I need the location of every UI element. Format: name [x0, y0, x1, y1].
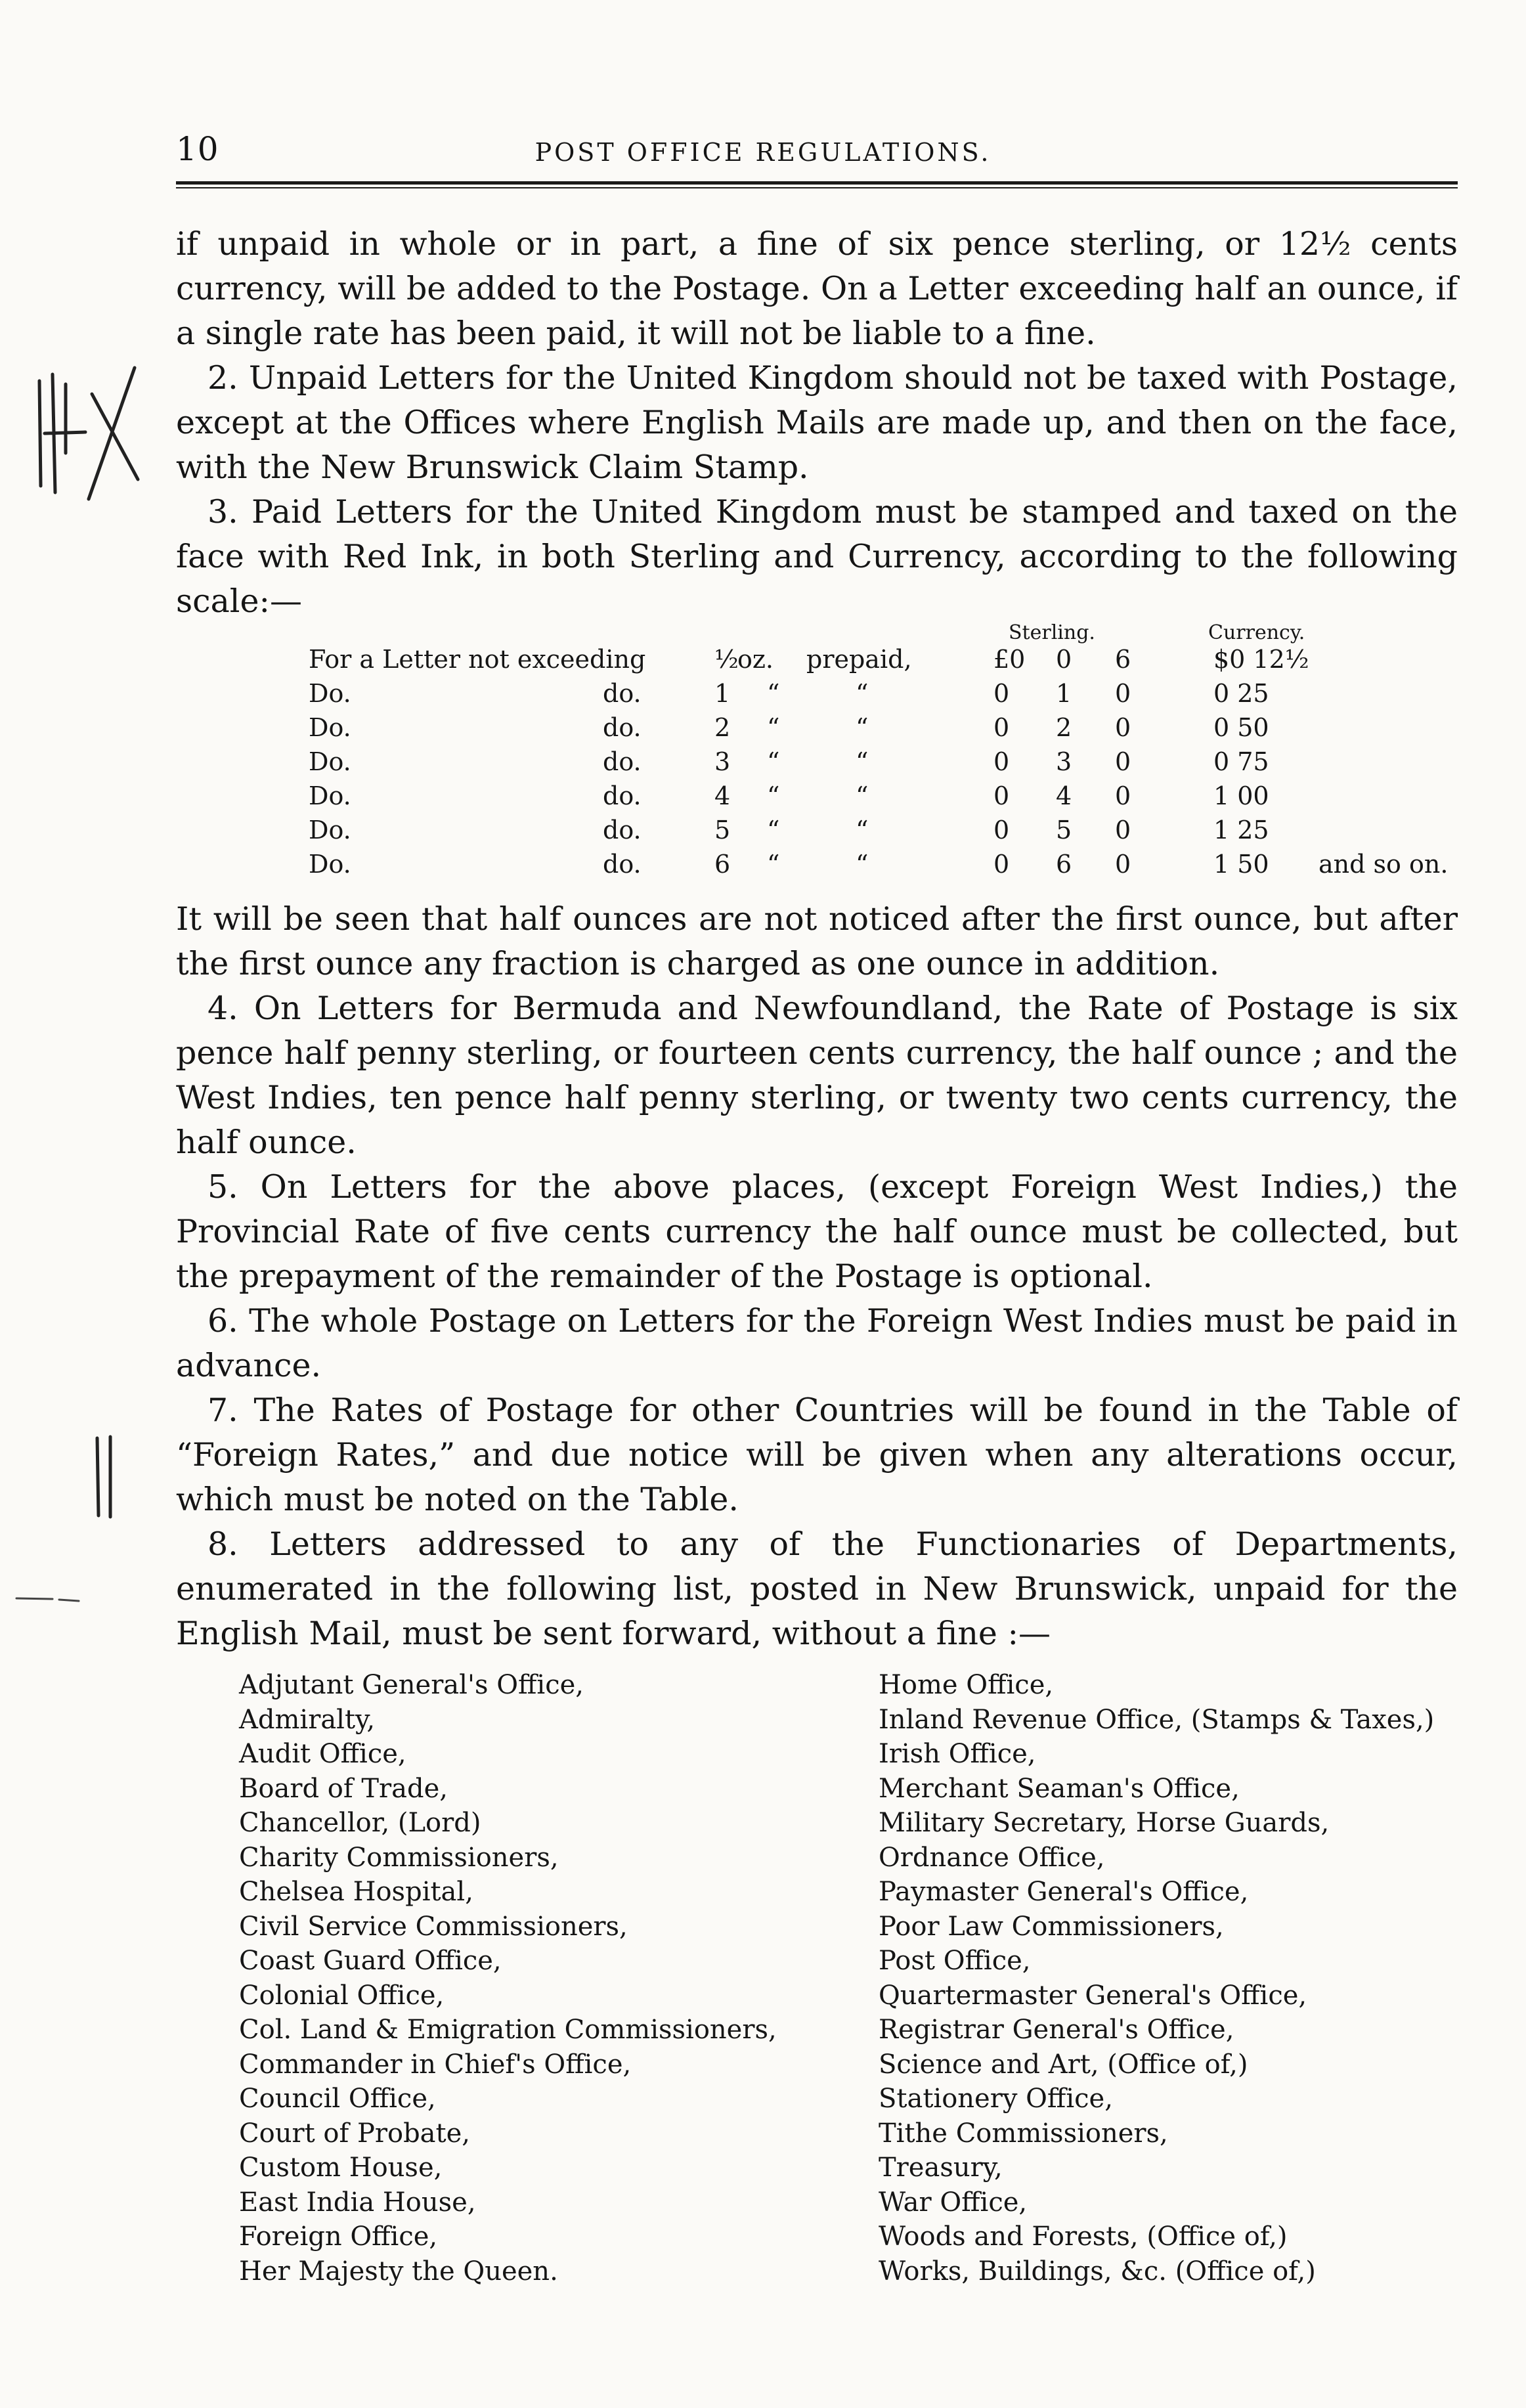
- rate-quantity: ½: [714, 645, 739, 674]
- rate-shillings: 2: [1056, 713, 1072, 742]
- rate-ditto-mark-2: “: [856, 850, 869, 879]
- rate-row: [176, 645, 1458, 678]
- rate-pounds: 0: [993, 850, 1010, 879]
- rate-pence: 0: [1115, 679, 1131, 708]
- rate-ditto-mark-1: “: [767, 850, 780, 879]
- rate-ditto-mark-2: “: [856, 679, 869, 708]
- list-item: Home Office,: [879, 1670, 1054, 1700]
- list-item: Coast Guard Office,: [239, 1946, 502, 1976]
- sterling-header: Sterling.: [1009, 621, 1095, 644]
- rate-ditto-mark-1: “: [767, 781, 780, 810]
- list-item: Irish Office,: [879, 1739, 1036, 1769]
- rate-ditto-mark-2: “: [856, 713, 869, 742]
- list-item: Treasury,: [879, 2153, 1003, 2183]
- list-item: Poor Law Commissioners,: [879, 1911, 1224, 1942]
- rate-row: [176, 850, 1458, 883]
- rate-row: [176, 679, 1458, 712]
- list-item: War Office,: [879, 2187, 1028, 2218]
- list-item: Quartermaster General's Office,: [879, 1980, 1307, 2011]
- rate-shillings: 4: [1056, 781, 1072, 810]
- margin-double-bar: [85, 1432, 125, 1523]
- list-item: Audit Office,: [239, 1739, 406, 1769]
- rate-currency: 1 50: [1213, 850, 1269, 879]
- paragraph-7: 7. The Rates of Postage for other Countries will be found in the Table of “Foreign Rates,” and due notice will be given when any alterations occur, which must be noted on the Table.: [176, 1391, 1458, 1518]
- margin-tally-mark: [26, 355, 158, 512]
- rate-label: Do.: [309, 713, 351, 742]
- rate-pence: 6: [1115, 645, 1131, 674]
- list-item: Military Secretary, Horse Guards,: [879, 1808, 1330, 1838]
- list-item: Adjutant General's Office,: [239, 1670, 584, 1700]
- paragraph-continuation: if unpaid in whole or in part, a fine of six pence sterling, or 12½ cents currency, will be added to the Postage. On a Letter exceeding half an ounce, if a single rate has been paid, it will not be liable to a fine.: [176, 225, 1458, 352]
- list-item: Inland Revenue Office, (Stamps & Taxes,): [879, 1704, 1435, 1735]
- rate-row: [176, 816, 1458, 848]
- list-item: Works, Buildings, &c. (Office of,): [879, 2256, 1316, 2287]
- rate-pounds: £0: [993, 645, 1026, 674]
- rate-pounds: 0: [993, 781, 1010, 810]
- paragraph-5: 5. On Letters for the above places, (except Foreign West Indies,) the Provincial Rate of five cents currency the half ounce must be collected, but the prepayment of the remainder of the Postage is optional.: [176, 1168, 1458, 1295]
- rate-row: [176, 747, 1458, 780]
- rate-ditto: do.: [603, 713, 642, 742]
- list-item: Ordnance Office,: [879, 1842, 1105, 1873]
- rate-ditto: do.: [603, 747, 642, 776]
- rate-ditto-mark-1: prepaid,: [806, 645, 912, 674]
- list-item: Court of Probate,: [239, 2118, 470, 2149]
- currency-header: Currency.: [1208, 621, 1305, 644]
- rate-ditto-mark-2: “: [856, 816, 869, 844]
- header-rule-thin: [176, 187, 1458, 188]
- list-item: Foreign Office,: [239, 2222, 438, 2252]
- list-item: Col. Land & Emigration Commissioners,: [239, 2015, 777, 2045]
- rate-label: For a Letter not exceeding: [309, 645, 646, 674]
- rate-note: and so on.: [1319, 850, 1449, 879]
- rate-ditto-mark-2: “: [856, 781, 869, 810]
- list-item: Stationery Office,: [879, 2084, 1113, 2114]
- list-item: Colonial Office,: [239, 1980, 445, 2011]
- list-item: Her Majesty the Queen.: [239, 2256, 558, 2287]
- rate-row: [176, 781, 1458, 814]
- list-item: Science and Art, (Office of,): [879, 2049, 1248, 2080]
- rate-label: Do.: [309, 679, 351, 708]
- margin-dash: [13, 1589, 105, 1609]
- list-item: Woods and Forests, (Office of,): [879, 2222, 1288, 2252]
- header-rule-thick: [176, 181, 1458, 185]
- rate-currency: 0 25: [1213, 679, 1269, 708]
- rate-ditto-mark-1: “: [767, 816, 780, 844]
- rate-label: Do.: [309, 850, 351, 879]
- list-item: Board of Trade,: [239, 1773, 448, 1804]
- paragraph-3: 3. Paid Letters for the United Kingdom must be stamped and taxed on the face with Red Ink, in both Sterling and Currency, according to the following scale:—: [176, 493, 1458, 620]
- list-item: Paymaster General's Office,: [879, 1877, 1249, 1907]
- rate-quantity: 3: [714, 747, 731, 776]
- rate-quantity: 2: [714, 713, 731, 742]
- rate-row: [176, 713, 1458, 746]
- list-item: Charity Commissioners,: [239, 1842, 559, 1873]
- page-number: 10: [176, 130, 219, 168]
- list-item: Chancellor, (Lord): [239, 1808, 481, 1838]
- rate-ditto: do.: [603, 781, 642, 810]
- functionaries-list-right: [879, 1668, 1434, 2288]
- rate-ditto: do.: [603, 679, 642, 708]
- rate-quantity: 1: [714, 679, 731, 708]
- rate-pence: 0: [1115, 713, 1131, 742]
- body-text-top: [176, 222, 1458, 624]
- list-item: East India House,: [239, 2187, 476, 2218]
- list-item: Registrar General's Office,: [879, 2015, 1234, 2045]
- rate-shillings: 1: [1056, 679, 1072, 708]
- rate-currency: $0 12½: [1213, 645, 1309, 674]
- rate-ditto: do.: [603, 850, 642, 879]
- list-item: Tithe Commissioners,: [879, 2118, 1168, 2149]
- rate-label: Do.: [309, 747, 351, 776]
- list-item: Post Office,: [879, 1946, 1031, 1976]
- rate-ditto: do.: [603, 816, 642, 844]
- rate-pence: 0: [1115, 816, 1131, 844]
- rate-currency: 1 25: [1213, 816, 1269, 844]
- rate-ditto-mark-1: “: [767, 713, 780, 742]
- list-item: Merchant Seaman's Office,: [879, 1773, 1240, 1804]
- list-item: Chelsea Hospital,: [239, 1877, 473, 1907]
- rate-label: Do.: [309, 781, 351, 810]
- rate-shillings: 5: [1056, 816, 1072, 844]
- rate-pence: 0: [1115, 850, 1131, 879]
- paragraph-2: 2. Unpaid Letters for the United Kingdom should not be taxed with Postage, except at the Offices where English Mails are made up, and then on the face, with the New Brunswick Claim Stamp.: [176, 359, 1458, 486]
- rate-ditto-mark-1: “: [767, 679, 780, 708]
- rate-shillings: 6: [1056, 850, 1072, 879]
- rate-quantity: 4: [714, 781, 731, 810]
- rate-pounds: 0: [993, 747, 1010, 776]
- paragraph-4: 4. On Letters for Bermuda and Newfoundland, the Rate of Postage is six pence half penny sterling, or fourteen cents currency, the half ounce ; and the West Indies, ten pence half penny sterling, or twenty two cents currency, the half ounce.: [176, 990, 1458, 1161]
- rate-pence: 0: [1115, 781, 1131, 810]
- list-item: Commander in Chief's Office,: [239, 2049, 632, 2080]
- list-item: Custom House,: [239, 2153, 443, 2183]
- rate-shillings: 0: [1056, 645, 1072, 674]
- body-text-bottom: [176, 897, 1458, 1656]
- rate-currency: 0 75: [1213, 747, 1269, 776]
- rate-shillings: 3: [1056, 747, 1072, 776]
- functionaries-list-left: [239, 1668, 777, 2288]
- rate-currency: 1 00: [1213, 781, 1269, 810]
- rate-ditto-mark-2: “: [856, 747, 869, 776]
- rate-label: Do.: [309, 816, 351, 844]
- rate-pence: 0: [1115, 747, 1131, 776]
- rate-ditto-mark-1: “: [767, 747, 780, 776]
- rate-pounds: 0: [993, 679, 1010, 708]
- rate-pounds: 0: [993, 816, 1010, 844]
- paragraph-half-ounces: It will be seen that half ounces are not noticed after the first ounce, but after the first ounce any fraction is charged as one ounce in addition.: [176, 900, 1458, 982]
- rate-pounds: 0: [993, 713, 1010, 742]
- paragraph-6: 6. The whole Postage on Letters for the Foreign West Indies must be paid in advance.: [176, 1302, 1458, 1384]
- running-head: POST OFFICE REGULATIONS.: [534, 138, 992, 167]
- list-item: Admiralty,: [239, 1704, 376, 1735]
- list-item: Council Office,: [239, 2084, 436, 2114]
- list-item: Civil Service Commissioners,: [239, 1911, 628, 1942]
- rate-unit: oz.: [737, 645, 774, 674]
- paragraph-8: 8. Letters addressed to any of the Functionaries of Departments, enumerated in the following list, posted in New Brunswick, unpaid for the English Mail, must be sent forward, without a fine :—: [176, 1525, 1458, 1652]
- rate-quantity: 5: [714, 816, 731, 844]
- rate-currency: 0 50: [1213, 713, 1269, 742]
- rate-quantity: 6: [714, 850, 731, 879]
